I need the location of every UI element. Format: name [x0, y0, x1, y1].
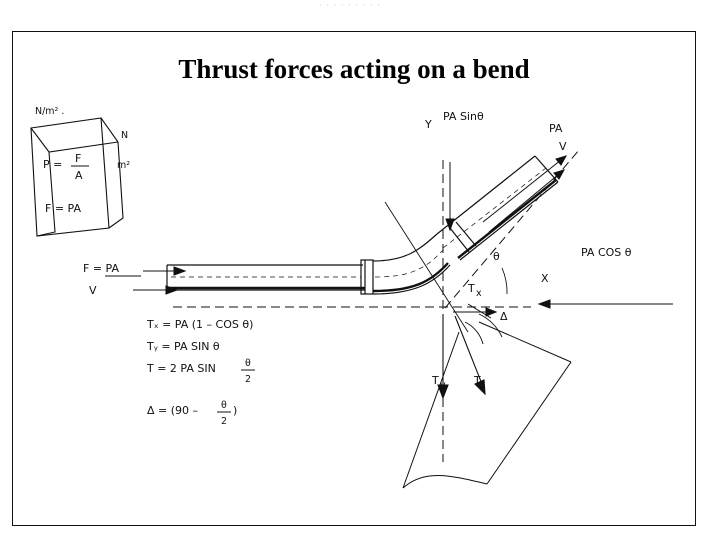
tx-subscript: x [476, 288, 482, 299]
axis-x-label: X [541, 272, 549, 285]
face-label-m2: m² [117, 160, 131, 171]
inlet-force-arrow [133, 267, 185, 294]
tx-arrow [453, 304, 496, 318]
axis-y-label: Y [425, 118, 432, 131]
wedge-construction [403, 322, 571, 488]
page-title: Thrust forces acting on a bend [178, 54, 530, 84]
ty-subscript: y [440, 380, 446, 391]
equation-t: T = 2 PA SIN [147, 362, 216, 375]
ty-label: T [432, 374, 439, 387]
diagram-canvas [13, 32, 695, 525]
inlet-force-label: F = PA [83, 262, 119, 275]
outlet-pa-arrow [483, 156, 566, 232]
equation-delta-frac-den: 2 [221, 416, 228, 427]
equation-ty: Tᵧ = PA SIN θ [147, 340, 220, 353]
equation-t-frac-num: θ [245, 358, 251, 369]
scan-header-smudge: · · · · · · · · · [319, 0, 381, 10]
delta-label: Δ [500, 310, 508, 323]
equation-delta-close: ) [233, 404, 238, 417]
pa-sin-theta-arrow [446, 162, 454, 230]
slide-frame [12, 31, 696, 526]
t-resultant-label: T [474, 374, 481, 387]
outlet-pipe [437, 156, 558, 260]
force-equation: F = PA [45, 202, 81, 215]
v-outlet-label: V [559, 140, 567, 153]
pa-sin-theta-label: PA Sinθ [443, 110, 484, 123]
pressure-equation-numerator: F [75, 152, 82, 165]
equation-delta: Δ = (90 – [147, 404, 199, 417]
equation-delta-frac-num: θ [221, 400, 227, 411]
inlet-pipe [167, 265, 365, 290]
units-note-label: N/m² . [35, 106, 65, 117]
tx-label: T [468, 282, 475, 295]
bend-thrust-diagram [13, 32, 697, 527]
face-label-n: N [121, 130, 129, 141]
theta-label: θ [493, 250, 500, 263]
pressure-equation-denominator: A [75, 169, 83, 182]
equation-tx: Tₓ = PA (1 – COS θ) [147, 318, 254, 331]
pressure-equation-lhs: P = [43, 158, 63, 171]
pa-outlet-label: PA [549, 122, 563, 135]
equation-t-frac-den: 2 [245, 374, 252, 385]
equation-block [146, 318, 255, 427]
pa-cos-theta-arrow [539, 300, 673, 308]
inlet-velocity-label: V [89, 284, 97, 297]
pa-cos-theta-label: PA COS θ [581, 246, 632, 259]
